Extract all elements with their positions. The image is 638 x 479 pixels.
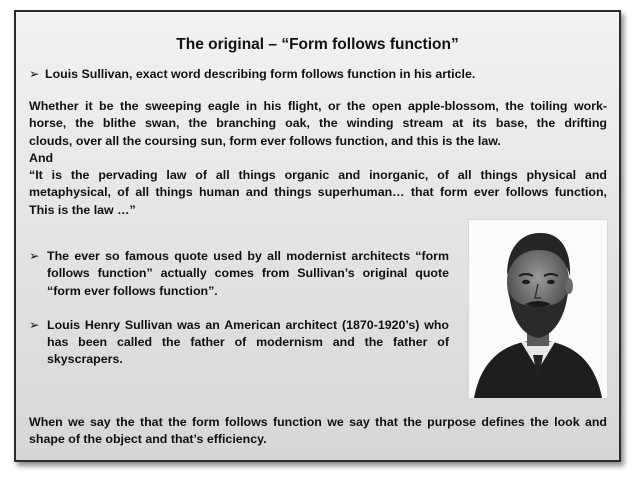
quote-line: This is the law …” [29, 202, 136, 217]
arrow-bullet-icon: ➢ [29, 317, 40, 332]
conclusion-text: When we say the that the form follows function we say that the purpose defines the look and shape of the object and that’s efficiency. [29, 415, 607, 447]
slide [14, 10, 621, 462]
list-item-text: The ever so famous quote used by all modernist architects “form follows function” actually comes from Sullivan’s original quote “form ever follows function”. [47, 249, 449, 298]
arrow-bullet-icon: ➢ [29, 67, 40, 81]
list-item [29, 248, 449, 300]
intro-bullet [29, 66, 607, 83]
sullivan-quote [29, 98, 607, 219]
slide-title: The original – “Form follows function” [176, 36, 459, 53]
quote-line: metaphysical, of all things human and things superhuman… that form ever follows function, [29, 185, 607, 200]
quote-line: horse, the blithe swan, the branching oak, the winding stream at its base, the drifting [29, 116, 607, 131]
list-item [29, 317, 449, 369]
quote-line: And [29, 150, 54, 165]
quote-line: “It is the pervading law of all things organic and inorganic, of all things physical and [29, 168, 607, 183]
portrait-photo [468, 219, 608, 399]
intro-bullet-text: Louis Sullivan, exact word describing form follows function in his article. [45, 67, 476, 81]
quote-line: Whether it be the sweeping eagle in his flight, or the open apple-blossom, the toiling work- [29, 99, 607, 113]
arrow-bullet-icon: ➢ [29, 249, 40, 263]
bullet-list [29, 248, 449, 369]
list-item-text: Louis Henry Sullivan was an American architect (1870-1920’s) who has been called the father of modernism and the father of skyscrapers. [47, 317, 449, 367]
quote-line: clouds, over all the coursing sun, form ever follows function, and this is the law. [29, 133, 501, 148]
portrait-illustration [469, 220, 607, 398]
